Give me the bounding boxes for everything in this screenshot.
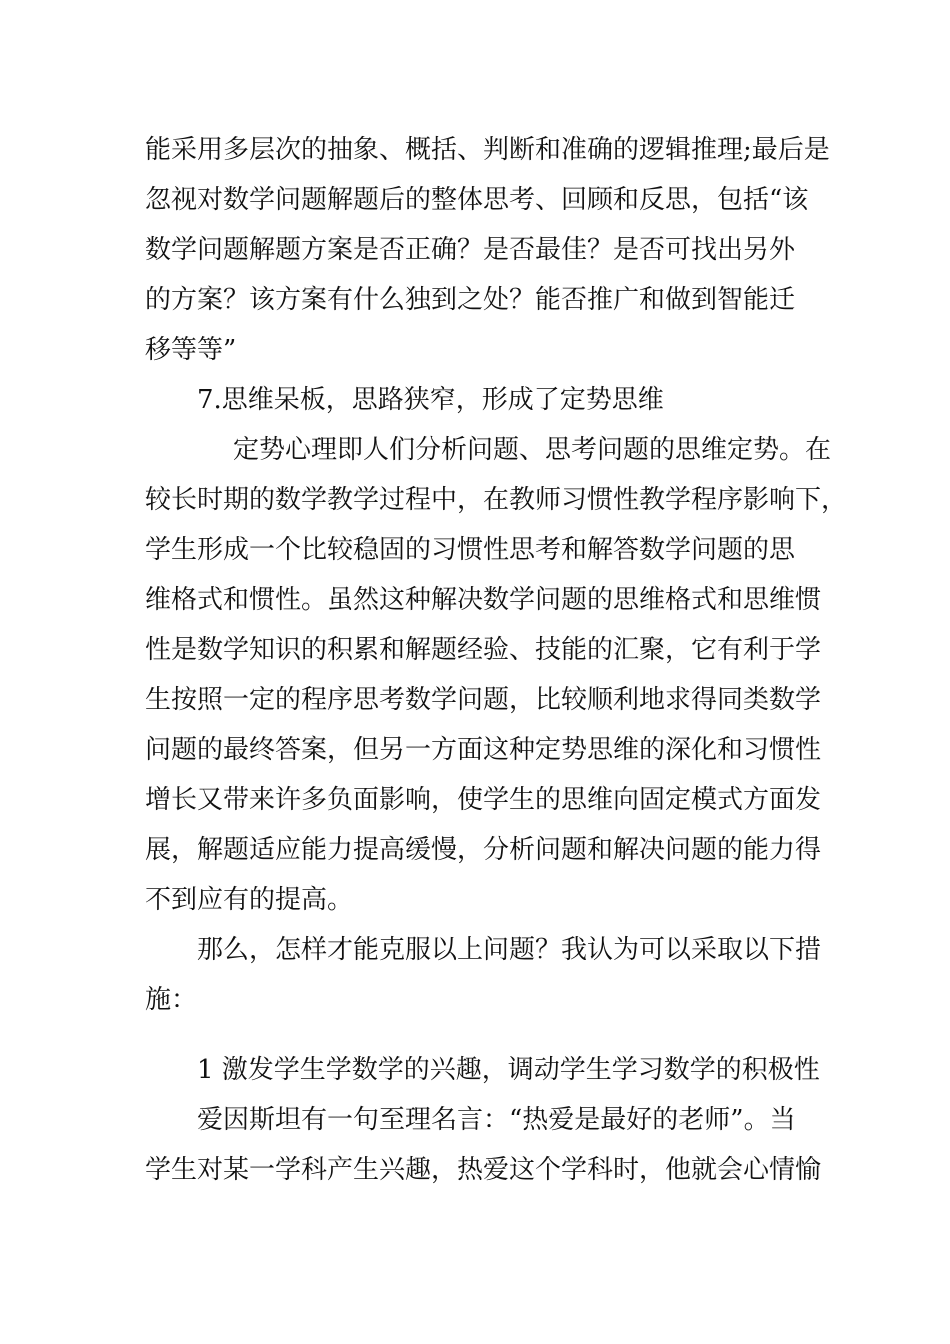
section-heading: 7.思维呆板，思路狭窄，形成了定势思维 [197,385,664,415]
text-line: 定势心理即人们分析问题、思考问题的思维定势。在 [233,435,832,465]
text-line: 性是数学知识的积累和解题经验、技能的汇聚，它有利于学 [145,635,822,665]
text-line: 较长时期的数学教学过程中，在教师习惯性教学程序影响下， [145,485,848,515]
text-line: 增长又带来许多负面影响，使学生的思维向固定模式方面发 [145,785,822,815]
text-line: 问题的最终答案，但另一方面这种定势思维的深化和习惯性 [145,735,822,765]
text-line: 忽视对数学问题解题后的整体思考、回顾和反思，包括“该 [145,185,809,215]
text-line: 那么，怎样才能克服以上问题？我认为可以采取以下措 [197,935,822,965]
text-line: 展，解题适应能力提高缓慢，分析问题和解决问题的能力得 [145,835,822,865]
text-line: 维格式和惯性。虽然这种解决数学问题的思维格式和思维惯 [145,585,822,615]
text-line: 不到应有的提高。 [145,885,354,915]
text-line: 学生对某一学科产生兴趣，热爱这个学科时，他就会心情愉 [145,1155,822,1185]
text-line: 能采用多层次的抽象、概括、判断和准确的逻辑推理;最后是 [145,135,830,165]
text-line: 的方案？该方案有什么独到之处？能否推广和做到智能迁 [145,285,796,315]
section-heading: 1 激发学生学数学的兴趣，调动学生学习数学的积极性 [197,1055,820,1085]
text-line: 数学问题解题方案是否正确？是否最佳？是否可找出另外 [145,235,796,265]
text-line: 学生形成一个比较稳固的习惯性思考和解答数学问题的思 [145,535,796,565]
text-line: 施： [145,985,198,1015]
text-line: 爱因斯坦有一句至理名言：“热爱是最好的老师”。当 [197,1105,796,1135]
text-line: 移等等” [145,335,237,365]
text-line: 生按照一定的程序思考数学问题，比较顺利地求得同类数学 [145,685,822,715]
